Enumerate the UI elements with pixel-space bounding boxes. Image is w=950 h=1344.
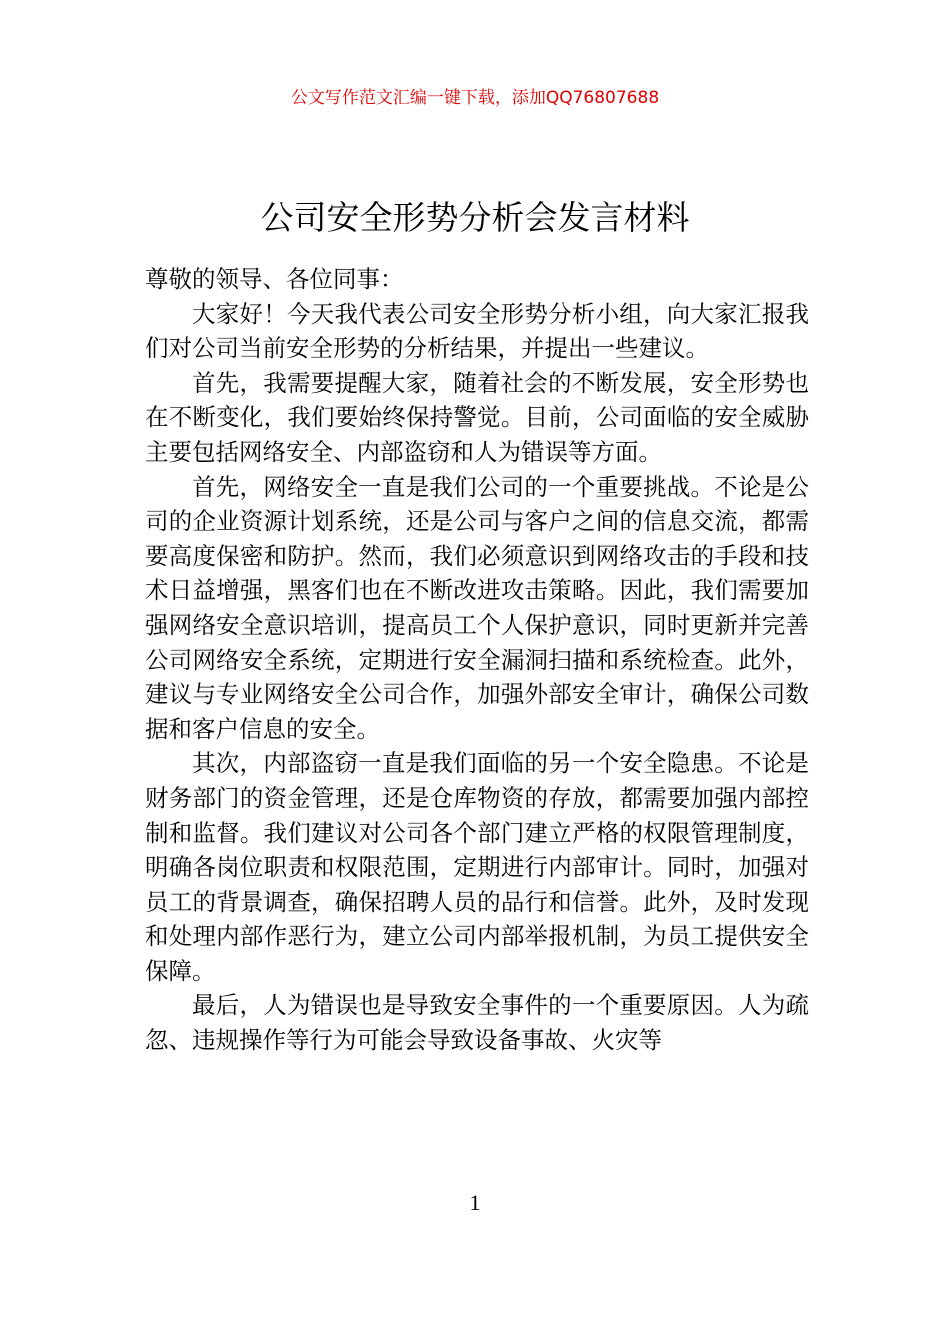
document-title: 公司安全形势分析会发言材料: [260, 198, 690, 238]
document-body: [145, 262, 809, 1058]
paragraph-internal-theft: 其次，内部盗窃一直是我们面临的另一个安全隐患。不论是财务部门的资金管理，还是仓库物资的存放，都需要加强内部控制和监督。我们建议对公司各个部门建立严格的权限管理制度，明确各岗位职责和权限范围，定期进行内部审计。同时，加强对员工的背景调查，确保招聘人员的品行和信誉。此外，及时发现和处理内部作恶行为，建立公司内部举报机制，为员工提供安全保障。: [145, 749, 809, 985]
page-number: 1: [469, 1190, 481, 1215]
paragraph-human-error: 最后，人为错误也是导致安全事件的一个重要原因。人为疏忽、违规操作等行为可能会导致设备事故、火灾等: [145, 991, 809, 1055]
paragraph-situation-overview: 首先，我需要提醒大家，随着社会的不断发展，安全形势也在不断变化，我们要始终保持警觉。目前，公司面临的安全威胁主要包括网络安全、内部盗窃和人为错误等方面。: [145, 368, 809, 466]
paragraph-greeting: 大家好！今天我代表公司安全形势分析小组，向大家汇报我们对公司当前安全形势的分析结果，并提出一些建议。: [145, 299, 809, 363]
paragraph-network-security: 首先，网络安全一直是我们公司的一个重要挑战。不论是公司的企业资源计划系统，还是公司与客户之间的信息交流，都需要高度保密和防护。然而，我们必须意识到网络攻击的手段和技术日益增强，黑客们也在不断改进攻击策略。因此，我们需要加强网络安全意识培训，提高员工个人保护意识，同时更新并完善公司网络安全系统，定期进行安全漏洞扫描和系统检查。此外，建议与专业网络安全公司合作，加强外部安全审计，确保公司数据和客户信息的安全。: [145, 472, 809, 743]
salutation: 尊敬的领导、各位同事：: [145, 265, 404, 293]
download-promo-note: 公文写作范文汇编一键下载，添加QQ76807688: [290, 88, 660, 108]
